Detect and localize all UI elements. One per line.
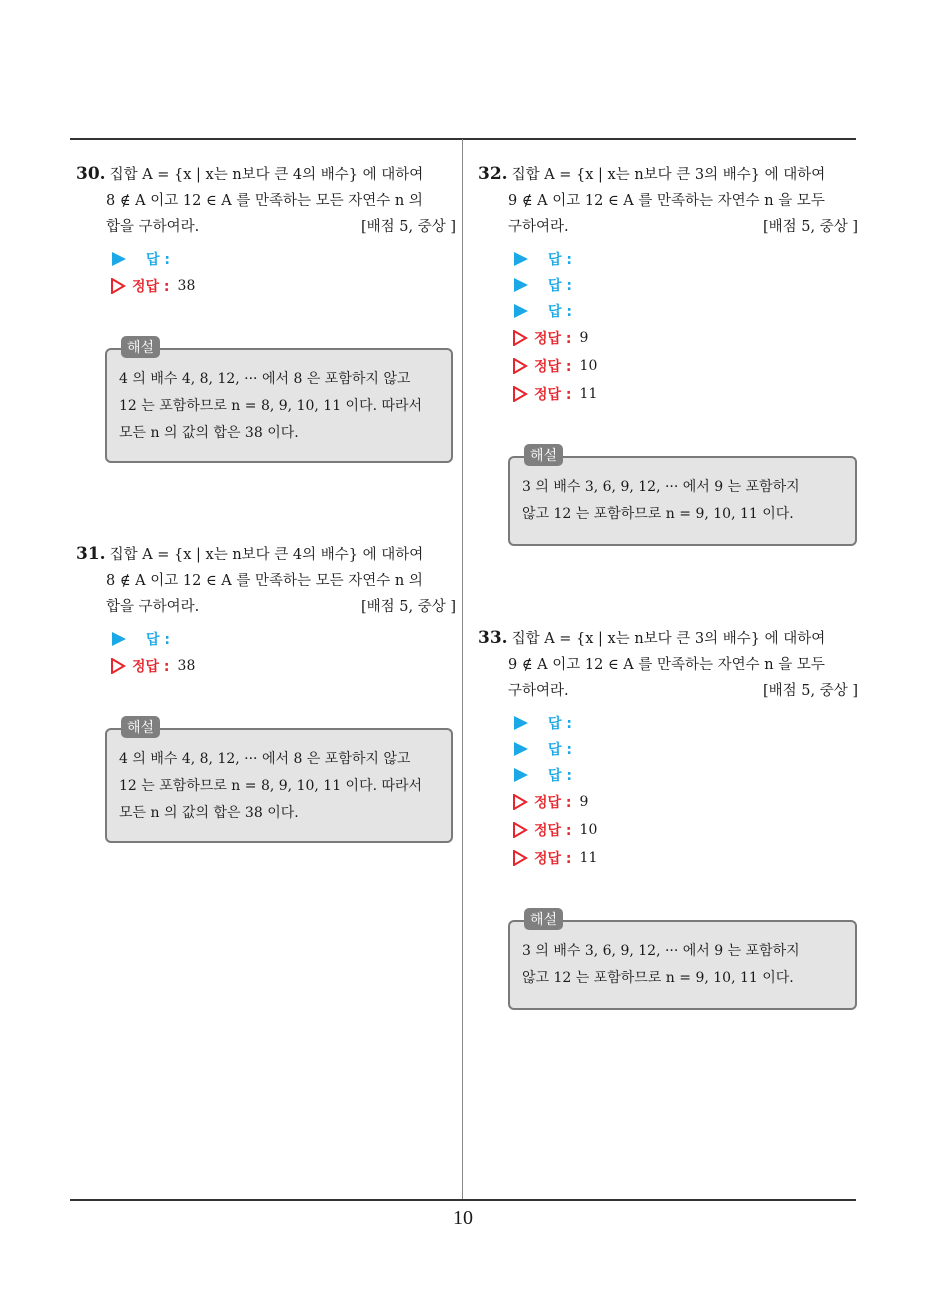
question-line: 집합 A = {x | x는 n보다 큰 4의 배수} 에 대하여 — [109, 167, 424, 183]
correct-label: 정답 : — [534, 359, 572, 375]
solution-line: 모든 n 의 값의 합은 38 이다. — [119, 425, 299, 441]
problem-number: 31. — [76, 544, 106, 564]
answer-label: 답 : — [146, 252, 170, 268]
score-difficulty: [배점 5, 중상 ] — [762, 219, 858, 235]
solution-tag: 해설 — [121, 716, 160, 738]
correct-value: 9 — [579, 794, 589, 810]
correct-label: 정답 : — [534, 823, 572, 839]
answer-label: 답 : — [548, 768, 572, 784]
problem-30 — [76, 161, 456, 300]
correct-value: 11 — [579, 386, 598, 402]
correct-answer-row — [110, 272, 456, 300]
problem-32 — [478, 161, 858, 408]
outline-triangle-icon — [110, 658, 126, 674]
correct-label: 정답 : — [534, 387, 572, 403]
solution-line: 않고 12 는 포함하므로 n = 9, 10, 11 이다. — [522, 506, 794, 522]
solution-box — [508, 912, 857, 1010]
question-line: 8 ∉ A 이고 12 ∈ A 를 만족하는 모든 자연수 n 의 — [106, 573, 423, 589]
question-line: 9 ∉ A 이고 12 ∈ A 를 만족하는 자연수 n 을 모두 — [508, 193, 825, 209]
question-line: 집합 A = {x | x는 n보다 큰 3의 배수} 에 대하여 — [511, 167, 826, 183]
question-line: 구하여라. — [508, 683, 569, 699]
play-arrow-icon — [514, 716, 528, 730]
correct-label: 정답 : — [132, 279, 170, 295]
outline-triangle-icon — [512, 850, 528, 866]
solution-line: 모든 n 의 값의 합은 38 이다. — [119, 805, 299, 821]
answer-row[interactable] — [514, 246, 858, 272]
correct-answer-row — [110, 652, 456, 680]
solution-line: 3 의 배수 3, 6, 9, 12, ··· 에서 9 는 포함하지 — [522, 479, 800, 495]
solution-box — [105, 340, 453, 463]
answer-label: 답 : — [548, 304, 572, 320]
solution-line: 않고 12 는 포함하므로 n = 9, 10, 11 이다. — [522, 970, 794, 986]
answer-label: 답 : — [548, 252, 572, 268]
solution-line: 4 의 배수 4, 8, 12, ··· 에서 8 은 포함하지 않고 — [119, 371, 411, 387]
problem-number: 33. — [478, 628, 508, 648]
play-arrow-icon — [112, 632, 126, 646]
correct-answer-row — [512, 380, 858, 408]
correct-answer-row — [512, 324, 858, 352]
problem-number: 32. — [478, 164, 508, 184]
answer-row[interactable] — [514, 736, 858, 762]
correct-value: 38 — [177, 278, 196, 294]
page-number: 10 — [453, 1207, 473, 1229]
answer-label: 답 : — [548, 742, 572, 758]
score-difficulty: [배점 5, 중상 ] — [360, 219, 456, 235]
answer-row[interactable] — [112, 626, 456, 652]
correct-answer-row — [512, 844, 858, 872]
outline-triangle-icon — [110, 278, 126, 294]
bottom-rule — [70, 1199, 856, 1201]
outline-triangle-icon — [512, 822, 528, 838]
correct-label: 정답 : — [534, 851, 572, 867]
question-line: 구하여라. — [508, 219, 569, 235]
correct-value: 10 — [579, 822, 598, 838]
problem-number: 30. — [76, 164, 106, 184]
correct-answer-row — [512, 788, 858, 816]
solution-line: 12 는 포함하므로 n = 8, 9, 10, 11 이다. 따라서 — [119, 778, 423, 794]
play-arrow-icon — [514, 278, 528, 292]
play-arrow-icon — [514, 742, 528, 756]
correct-value: 38 — [177, 658, 196, 674]
question-line: 집합 A = {x | x는 n보다 큰 3의 배수} 에 대하여 — [511, 631, 826, 647]
correct-value: 10 — [579, 358, 598, 374]
question-line: 합을 구하여라. — [106, 219, 200, 235]
question-line: 합을 구하여라. — [106, 599, 200, 615]
column-divider — [462, 139, 463, 1200]
play-arrow-icon — [514, 252, 528, 266]
answer-label: 답 : — [146, 632, 170, 648]
problem-33 — [478, 625, 858, 872]
correct-value: 11 — [579, 850, 598, 866]
question-line: 9 ∉ A 이고 12 ∈ A 를 만족하는 자연수 n 을 모두 — [508, 657, 825, 673]
answer-row[interactable] — [514, 298, 858, 324]
score-difficulty: [배점 5, 중상 ] — [762, 683, 858, 699]
answer-row[interactable] — [514, 272, 858, 298]
solution-tag: 해설 — [121, 336, 160, 358]
solution-tag: 해설 — [524, 908, 563, 930]
play-arrow-icon — [514, 304, 528, 318]
answer-label: 답 : — [548, 278, 572, 294]
answer-row[interactable] — [514, 710, 858, 736]
solution-box — [508, 448, 857, 546]
outline-triangle-icon — [512, 358, 528, 374]
question-line: 집합 A = {x | x는 n보다 큰 4의 배수} 에 대하여 — [109, 547, 424, 563]
solution-box — [105, 720, 453, 843]
correct-answer-row — [512, 816, 858, 844]
outline-triangle-icon — [512, 386, 528, 402]
answer-label: 답 : — [548, 716, 572, 732]
correct-label: 정답 : — [534, 795, 572, 811]
play-arrow-icon — [514, 768, 528, 782]
top-rule — [70, 138, 856, 140]
outline-triangle-icon — [512, 330, 528, 346]
answer-row[interactable] — [112, 246, 456, 272]
correct-value: 9 — [579, 330, 589, 346]
solution-line: 4 의 배수 4, 8, 12, ··· 에서 8 은 포함하지 않고 — [119, 751, 411, 767]
play-arrow-icon — [112, 252, 126, 266]
score-difficulty: [배점 5, 중상 ] — [360, 599, 456, 615]
answer-row[interactable] — [514, 762, 858, 788]
solution-line: 3 의 배수 3, 6, 9, 12, ··· 에서 9 는 포함하지 — [522, 943, 800, 959]
question-line: 8 ∉ A 이고 12 ∈ A 를 만족하는 모든 자연수 n 의 — [106, 193, 423, 209]
solution-tag: 해설 — [524, 444, 563, 466]
correct-answer-row — [512, 352, 858, 380]
solution-line: 12 는 포함하므로 n = 8, 9, 10, 11 이다. 따라서 — [119, 398, 423, 414]
correct-label: 정답 : — [534, 331, 572, 347]
correct-label: 정답 : — [132, 659, 170, 675]
problem-31 — [76, 541, 456, 680]
outline-triangle-icon — [512, 794, 528, 810]
